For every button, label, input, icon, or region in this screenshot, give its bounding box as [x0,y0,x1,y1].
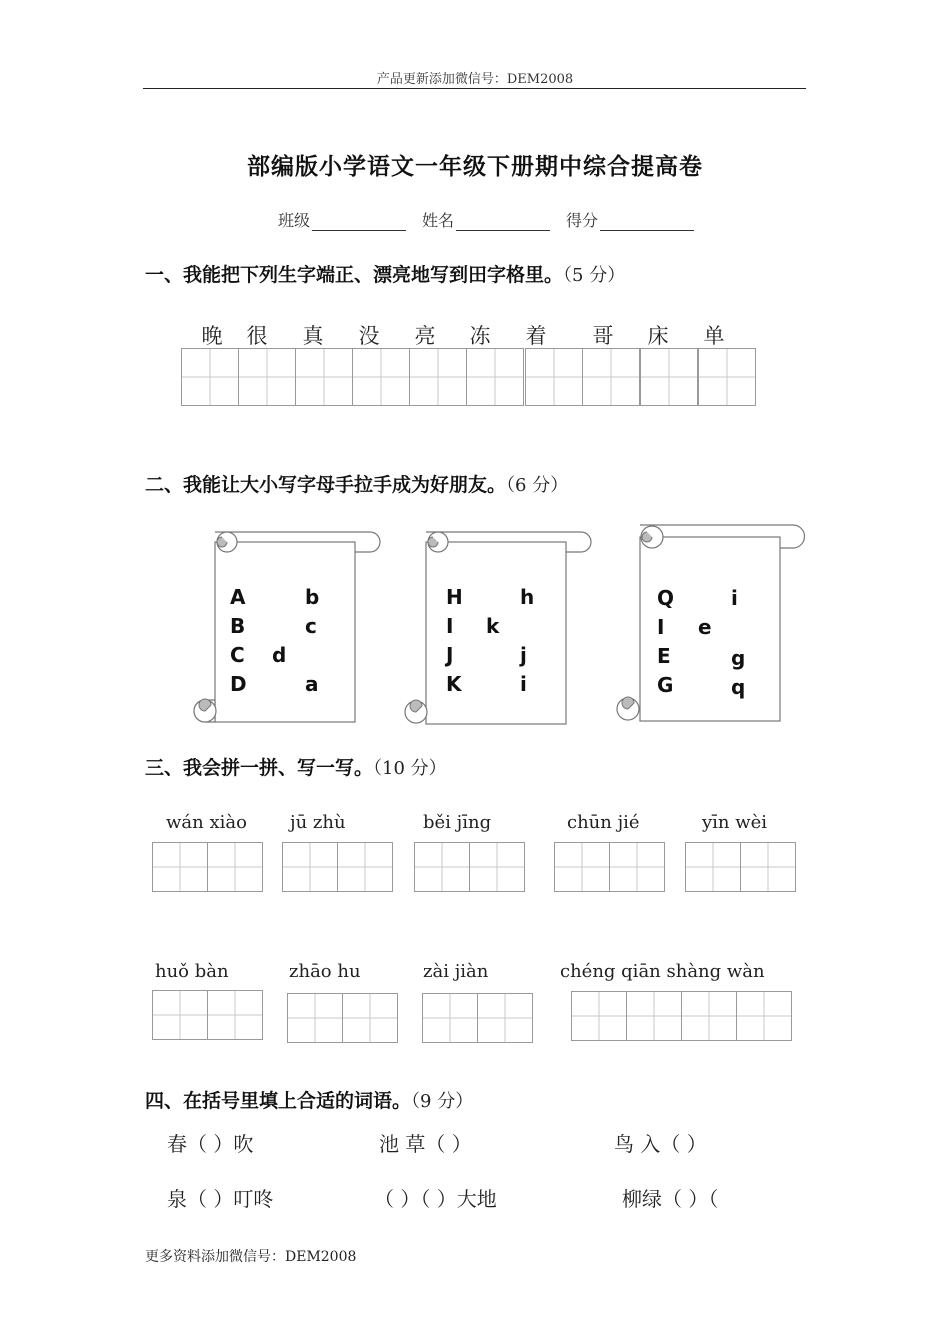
q1-writing-box[interactable] [466,348,524,406]
q1-char: 真 [302,324,324,348]
q3-writing-box[interactable] [342,993,398,1043]
scroll-2-letter[interactable]: j [520,643,527,667]
class-label: 班级 [278,211,311,230]
q3-writing-box[interactable] [681,991,737,1041]
question-3-points: （10 分） [373,758,447,779]
q1-char: 单 [703,324,725,348]
question-3-heading [145,753,447,780]
score-blank[interactable] [600,214,694,231]
fill-blank-item[interactable]: 柳绿（ ）（ [622,1187,719,1211]
scroll-3-letter[interactable]: e [698,615,712,639]
question-4-heading [145,1086,473,1113]
q3-writing-box[interactable] [337,842,393,892]
scroll-1-letter[interactable]: a [305,672,319,696]
pinyin-label: chéng qiān shàng wàn [560,961,765,982]
question-1-heading [145,260,625,287]
question-2-points: （6 分） [506,475,569,496]
fill-blank-item[interactable]: 池 草（ ） [379,1132,472,1156]
question-3-title: 三、我会拼一拼、写一写。 [145,757,374,779]
scroll-1-letter[interactable]: C [230,643,245,667]
fill-blank-item[interactable]: 鸟 入（ ） [614,1132,707,1156]
class-field [278,208,406,231]
q1-writing-box[interactable] [409,348,467,406]
q1-writing-box[interactable] [352,348,410,406]
question-2-heading [145,470,568,497]
scroll-1-letter[interactable]: A [230,585,246,609]
scroll-2-letter[interactable]: J [446,643,454,667]
class-blank[interactable] [312,214,406,231]
pinyin-label: wán xiào [166,812,247,833]
fill-blank-item[interactable]: 泉（ ）叮咚 [167,1187,274,1211]
scroll-3-letter[interactable]: I [657,615,665,639]
q3-writing-box[interactable] [422,993,478,1043]
scroll-3-letter[interactable]: i [731,586,738,610]
q1-char: 没 [358,324,380,348]
page-header: 产品更新添加微信号：DEM2008 [376,72,574,87]
score-label: 得分 [566,211,599,230]
q3-writing-box[interactable] [207,990,263,1040]
question-1-title: 一、我能把下列生字端正、漂亮地写到田字格里。 [145,264,564,286]
scroll-3-letter[interactable]: q [731,675,746,699]
scroll-1-letter[interactable]: d [272,643,287,667]
page-footer: 更多资料添加微信号：DEM2008 [145,1249,357,1265]
name-blank[interactable] [456,214,550,231]
q3-writing-box[interactable] [152,990,208,1040]
pinyin-label: jū zhù [290,812,346,833]
question-4-points: （9 分） [411,1091,474,1112]
scroll-2-letter[interactable]: i [520,672,527,696]
q3-writing-box[interactable] [554,842,610,892]
q1-char: 冻 [469,324,491,348]
q1-char: 哥 [592,324,614,348]
q1-char: 亮 [414,324,436,348]
q3-writing-box[interactable] [477,993,533,1043]
q3-writing-box[interactable] [414,842,470,892]
q1-writing-box[interactable] [698,348,756,406]
exam-title: 部编版小学语文一年级下册期中综合提高卷 [247,154,703,180]
question-2-title: 二、我能让大小写字母手拉手成为好朋友。 [145,474,507,496]
q3-writing-box[interactable] [282,842,338,892]
question-4-title: 四、在括号里填上合适的词语。 [145,1090,412,1112]
q1-writing-box[interactable] [295,348,353,406]
q1-char: 很 [246,324,268,348]
scroll-3-letter[interactable]: Q [657,586,675,610]
name-field [422,208,550,231]
scroll-3-letter[interactable]: g [731,646,746,670]
scroll-2-letter[interactable]: k [486,614,500,638]
scroll-2-letter[interactable]: h [520,585,535,609]
q1-char: 床 [647,324,669,348]
question-1-points: （5 分） [563,265,626,286]
q1-writing-box[interactable] [582,348,640,406]
name-label: 姓名 [422,211,455,230]
q1-char: 着 [525,324,547,348]
scroll-2-letter[interactable]: I [446,614,454,638]
q3-writing-box[interactable] [469,842,525,892]
q3-writing-box[interactable] [207,842,263,892]
scroll-1-letter[interactable]: D [230,672,247,696]
q1-writing-box[interactable] [525,348,583,406]
pinyin-label: yīn wèi [702,812,768,833]
fill-blank-item[interactable]: 春（ ）吹 [167,1132,254,1156]
pinyin-label: huǒ bàn [155,961,229,982]
q3-writing-box[interactable] [626,991,682,1041]
scroll-3-letter[interactable]: G [657,673,674,697]
q1-char: 晚 [201,324,223,348]
pinyin-label: chūn jié [567,812,640,833]
scroll-1-letter[interactable]: B [230,614,246,638]
q1-writing-box[interactable] [640,348,698,406]
scroll-1-graphic [185,520,390,730]
header-rule [143,88,806,89]
pinyin-label: běi jīng [423,812,492,833]
scroll-1-letter[interactable]: b [305,585,320,609]
q3-writing-box[interactable] [740,842,796,892]
scroll-2-letter[interactable]: K [446,672,462,696]
pinyin-label: zài jiàn [423,961,489,982]
q1-writing-box[interactable] [238,348,296,406]
q3-writing-box[interactable] [152,842,208,892]
scroll-3-letter[interactable]: E [657,644,671,668]
q3-writing-box[interactable] [609,842,665,892]
q1-writing-box[interactable] [181,348,239,406]
scroll-3-graphic [610,515,815,727]
q3-writing-box[interactable] [685,842,741,892]
fill-blank-item[interactable]: （ ）（ ）大地 [374,1187,497,1211]
scroll-2-letter[interactable]: H [446,585,463,609]
q3-writing-box[interactable] [287,993,343,1043]
score-field [566,208,694,231]
q3-writing-box[interactable] [736,991,792,1041]
q3-writing-box[interactable] [571,991,627,1041]
scroll-1-letter[interactable]: c [305,614,317,638]
pinyin-label: zhāo hu [289,961,361,982]
